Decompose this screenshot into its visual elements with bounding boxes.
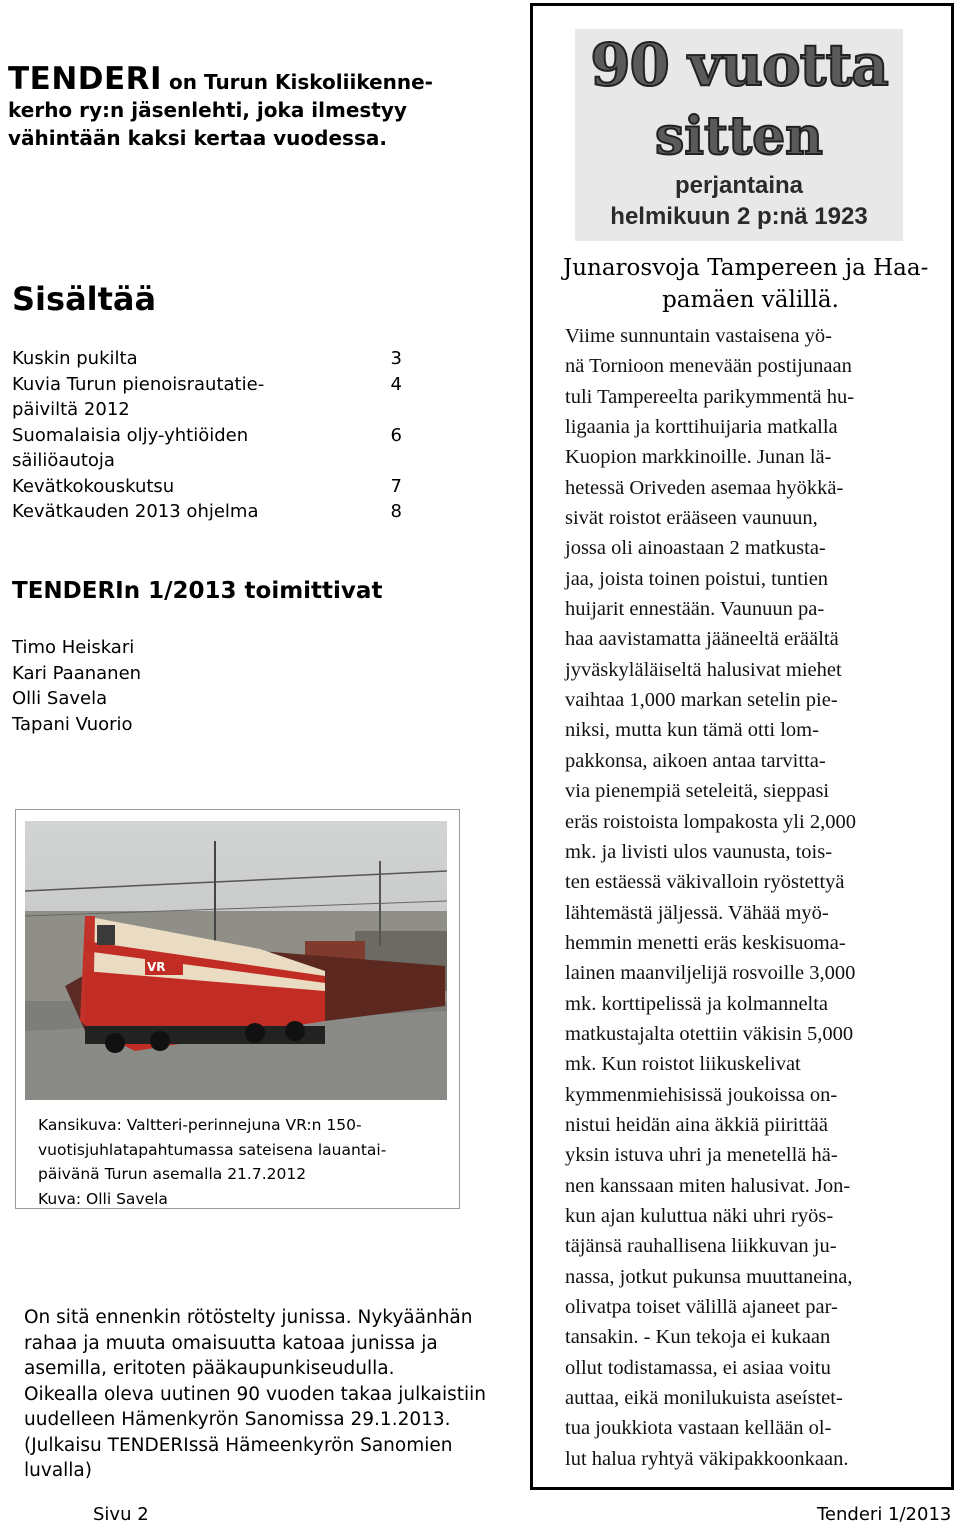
toc-item-page: 6 xyxy=(390,424,402,446)
intro-line: uudelleen Hämenkyrön Sanomissa 29.1.2013. xyxy=(24,1409,451,1430)
article-line: pakkonsa, aikoen antaa tarvitta- xyxy=(565,749,826,772)
issue-label: Tenderi 1/2013 xyxy=(817,1504,952,1525)
train-photo-illustration xyxy=(25,821,447,1100)
cover-photo xyxy=(25,821,447,1100)
vr-logo: VR xyxy=(147,960,166,974)
article-line: Kuopion markkinoille. Junan lä- xyxy=(565,446,832,469)
toc-item xyxy=(12,346,402,372)
article-line: lainen maanviljelijä rosvoille 3,000 xyxy=(565,962,856,985)
article-line: vaihtaa 1,000 markan setelin pie- xyxy=(565,689,838,712)
article-line: tansakin. - Kun tekoja ei kukaan xyxy=(565,1326,831,1349)
header-date: helmikuun 2 p:nä 1923 xyxy=(610,203,868,230)
intro-line: rahaa ja muuta omaisuutta katoaa junissa ja xyxy=(24,1332,438,1354)
article-line: mk. korttipelissä ja kolmannelta xyxy=(565,992,829,1015)
article-line: lähtemästä jäljessä. Vähää myö- xyxy=(565,901,829,924)
toc-item-page: 4 xyxy=(390,373,402,395)
toc-item-page: 8 xyxy=(390,501,402,522)
page-number: Sivu 2 xyxy=(93,1504,149,1525)
toc-item-title: Kuvia Turun pienoisrautatie- xyxy=(12,373,265,395)
toc-item-title: säiliöautoja xyxy=(12,450,115,471)
article-line: jossa oli ainoastaan 2 matkusta- xyxy=(565,537,826,560)
article-line: jyväskyläläiseltä halusivat miehet xyxy=(565,658,842,681)
article-title-line: pamäen välillä. xyxy=(662,287,839,313)
table-of-contents xyxy=(12,346,402,525)
intro-line: Oikealla oleva uutinen 90 vuoden takaa julkaistiin xyxy=(24,1383,486,1405)
article-line: ollut todistamassa, ei asiaa voitu xyxy=(565,1356,831,1379)
toc-item-title: Kevätkauden 2013 ohjelma xyxy=(12,501,259,522)
article-line: ten estäessä väkivalloin ryöstettyä xyxy=(565,871,845,894)
article-line: tuli Tampereelta parikymmentä hu- xyxy=(565,385,855,408)
caption-line: Kansikuva: Valtteri-perinnejuna VR:n 150- xyxy=(38,1116,362,1134)
article-line: tua joukkiota vastaan kellään ol- xyxy=(565,1417,832,1440)
clipping-header xyxy=(575,29,903,241)
masthead-tagline-1: on Turun Kiskoliikenne- xyxy=(162,70,433,94)
toc-item-page: 7 xyxy=(390,475,402,497)
article-line: kymmenmiehisissä joukoissa on- xyxy=(565,1083,838,1106)
toc-item xyxy=(12,372,402,398)
article-title xyxy=(563,252,938,316)
toc-item-title: Kevätkokouskutsu xyxy=(12,475,175,497)
intro-text xyxy=(24,1305,494,1484)
caption-credit: Kuva: Olli Savela xyxy=(38,1189,168,1208)
editor-name: Kari Paananen xyxy=(12,662,142,684)
caption-line: vuotisjuhlatapahtumassa sateisena lauantai- xyxy=(38,1140,387,1159)
toc-item-page: 3 xyxy=(390,348,402,369)
masthead-tagline-2: kerho ry:n jäsenlehti, joka ilmestyy xyxy=(8,98,407,122)
article-line: mk. ja livisti ulos vaunusta, tois- xyxy=(565,840,833,863)
article-line: auttaa, eikä monilukuista aseístet- xyxy=(565,1387,843,1410)
intro-line: On sitä ennenkin rötöstelty junissa. Nykyäänhän xyxy=(24,1307,473,1328)
article-line: niksi, mutta kun tämä otti lom- xyxy=(565,719,819,742)
article-line: nistui heidän aina äkkiä piirittää xyxy=(565,1113,828,1136)
article-line: hetessä Oriveden asemaa hyökkä- xyxy=(565,476,844,499)
editors-list xyxy=(12,635,141,737)
article-line: kun ajan kuluttua näki uhri ryös- xyxy=(565,1204,834,1227)
toc-item-title: Suomalaisia oljy-yhtiöiden xyxy=(12,424,249,446)
article-line: täjänsä rauhallisena liikkuvan ju- xyxy=(565,1235,837,1258)
magazine-name: TENDERI xyxy=(8,61,163,97)
article-line: via pienempiä seteleitä, sieppasi xyxy=(565,780,830,803)
article-title-line: Junarosvoja Tampereen ja Haa- xyxy=(563,255,929,281)
toc-item xyxy=(12,448,402,474)
article-body xyxy=(565,321,925,1474)
article-line: nassa, jotkut pukunsa muuttaneina, xyxy=(565,1265,853,1288)
header-ago: sitten xyxy=(655,106,823,167)
editor-name: Tapani Vuorio xyxy=(12,713,133,735)
editor-name: Olli Savela xyxy=(12,688,108,709)
editor-name: Timo Heiskari xyxy=(12,637,135,658)
article-line: Viime sunnuntain vastaisena yö- xyxy=(565,325,832,347)
caption-line: päivänä Turun asemalla 21.7.2012 xyxy=(38,1165,307,1183)
cover-caption xyxy=(38,1113,448,1211)
toc-item-title: Kuskin pukilta xyxy=(12,348,138,369)
editors-heading: TENDERIn 1/2013 toimittivat xyxy=(12,578,383,604)
masthead-tagline-3: vähintään kaksi kertaa vuodessa. xyxy=(8,126,387,150)
article-line: haa aavistamatta jääneeltä eräältä xyxy=(565,628,839,651)
article-line: yksin istuva uhri ja menetellä hä- xyxy=(565,1144,838,1167)
article-line: mk. Kun roistot liikuskelivat xyxy=(565,1053,801,1076)
article-line: ligaania ja korttihuijaria matkalla xyxy=(565,416,838,439)
intro-line: luvalla) xyxy=(24,1460,92,1481)
article-line: nä Tornioon menevään postijunaan xyxy=(565,355,852,378)
header-90-years: 90 vuotta xyxy=(590,31,888,99)
toc-item xyxy=(12,499,402,525)
article-line: hemmin menetti eräs keskisuoma- xyxy=(565,931,846,954)
intro-line: asemilla, eritoten pääkaupunkiseudulla. xyxy=(24,1358,395,1379)
toc-item xyxy=(12,423,402,449)
toc-item xyxy=(12,474,402,500)
contents-heading: Sisältää xyxy=(12,280,157,318)
toc-item xyxy=(12,397,402,423)
article-line: lut halua ryhtyä väkipakkoonkaan. xyxy=(565,1447,849,1470)
article-line: sivät roistot erääseen vaunuun, xyxy=(565,507,818,530)
article-line: eräs roistoista lompakosta yli 2,000 xyxy=(565,810,856,833)
header-weekday: perjantaina xyxy=(674,172,804,199)
article-line: jaa, joista toinen poistui, tuntien xyxy=(565,567,829,590)
toc-item-title: päiviltä 2012 xyxy=(12,399,130,420)
intro-line: (Julkaisu TENDERIssä Hämeenkyrön Sanomien xyxy=(24,1434,453,1456)
article-line: huijarit ennestään. Vaunuun pa- xyxy=(565,598,825,621)
masthead xyxy=(8,61,438,153)
article-line: matkustajalta otettiin väkisin 5,000 xyxy=(565,1022,854,1045)
article-line: olivatpa toiset välillä ajaneet par- xyxy=(565,1296,838,1318)
article-line: nen kanssaan miten halusivat. Jon- xyxy=(565,1174,851,1197)
